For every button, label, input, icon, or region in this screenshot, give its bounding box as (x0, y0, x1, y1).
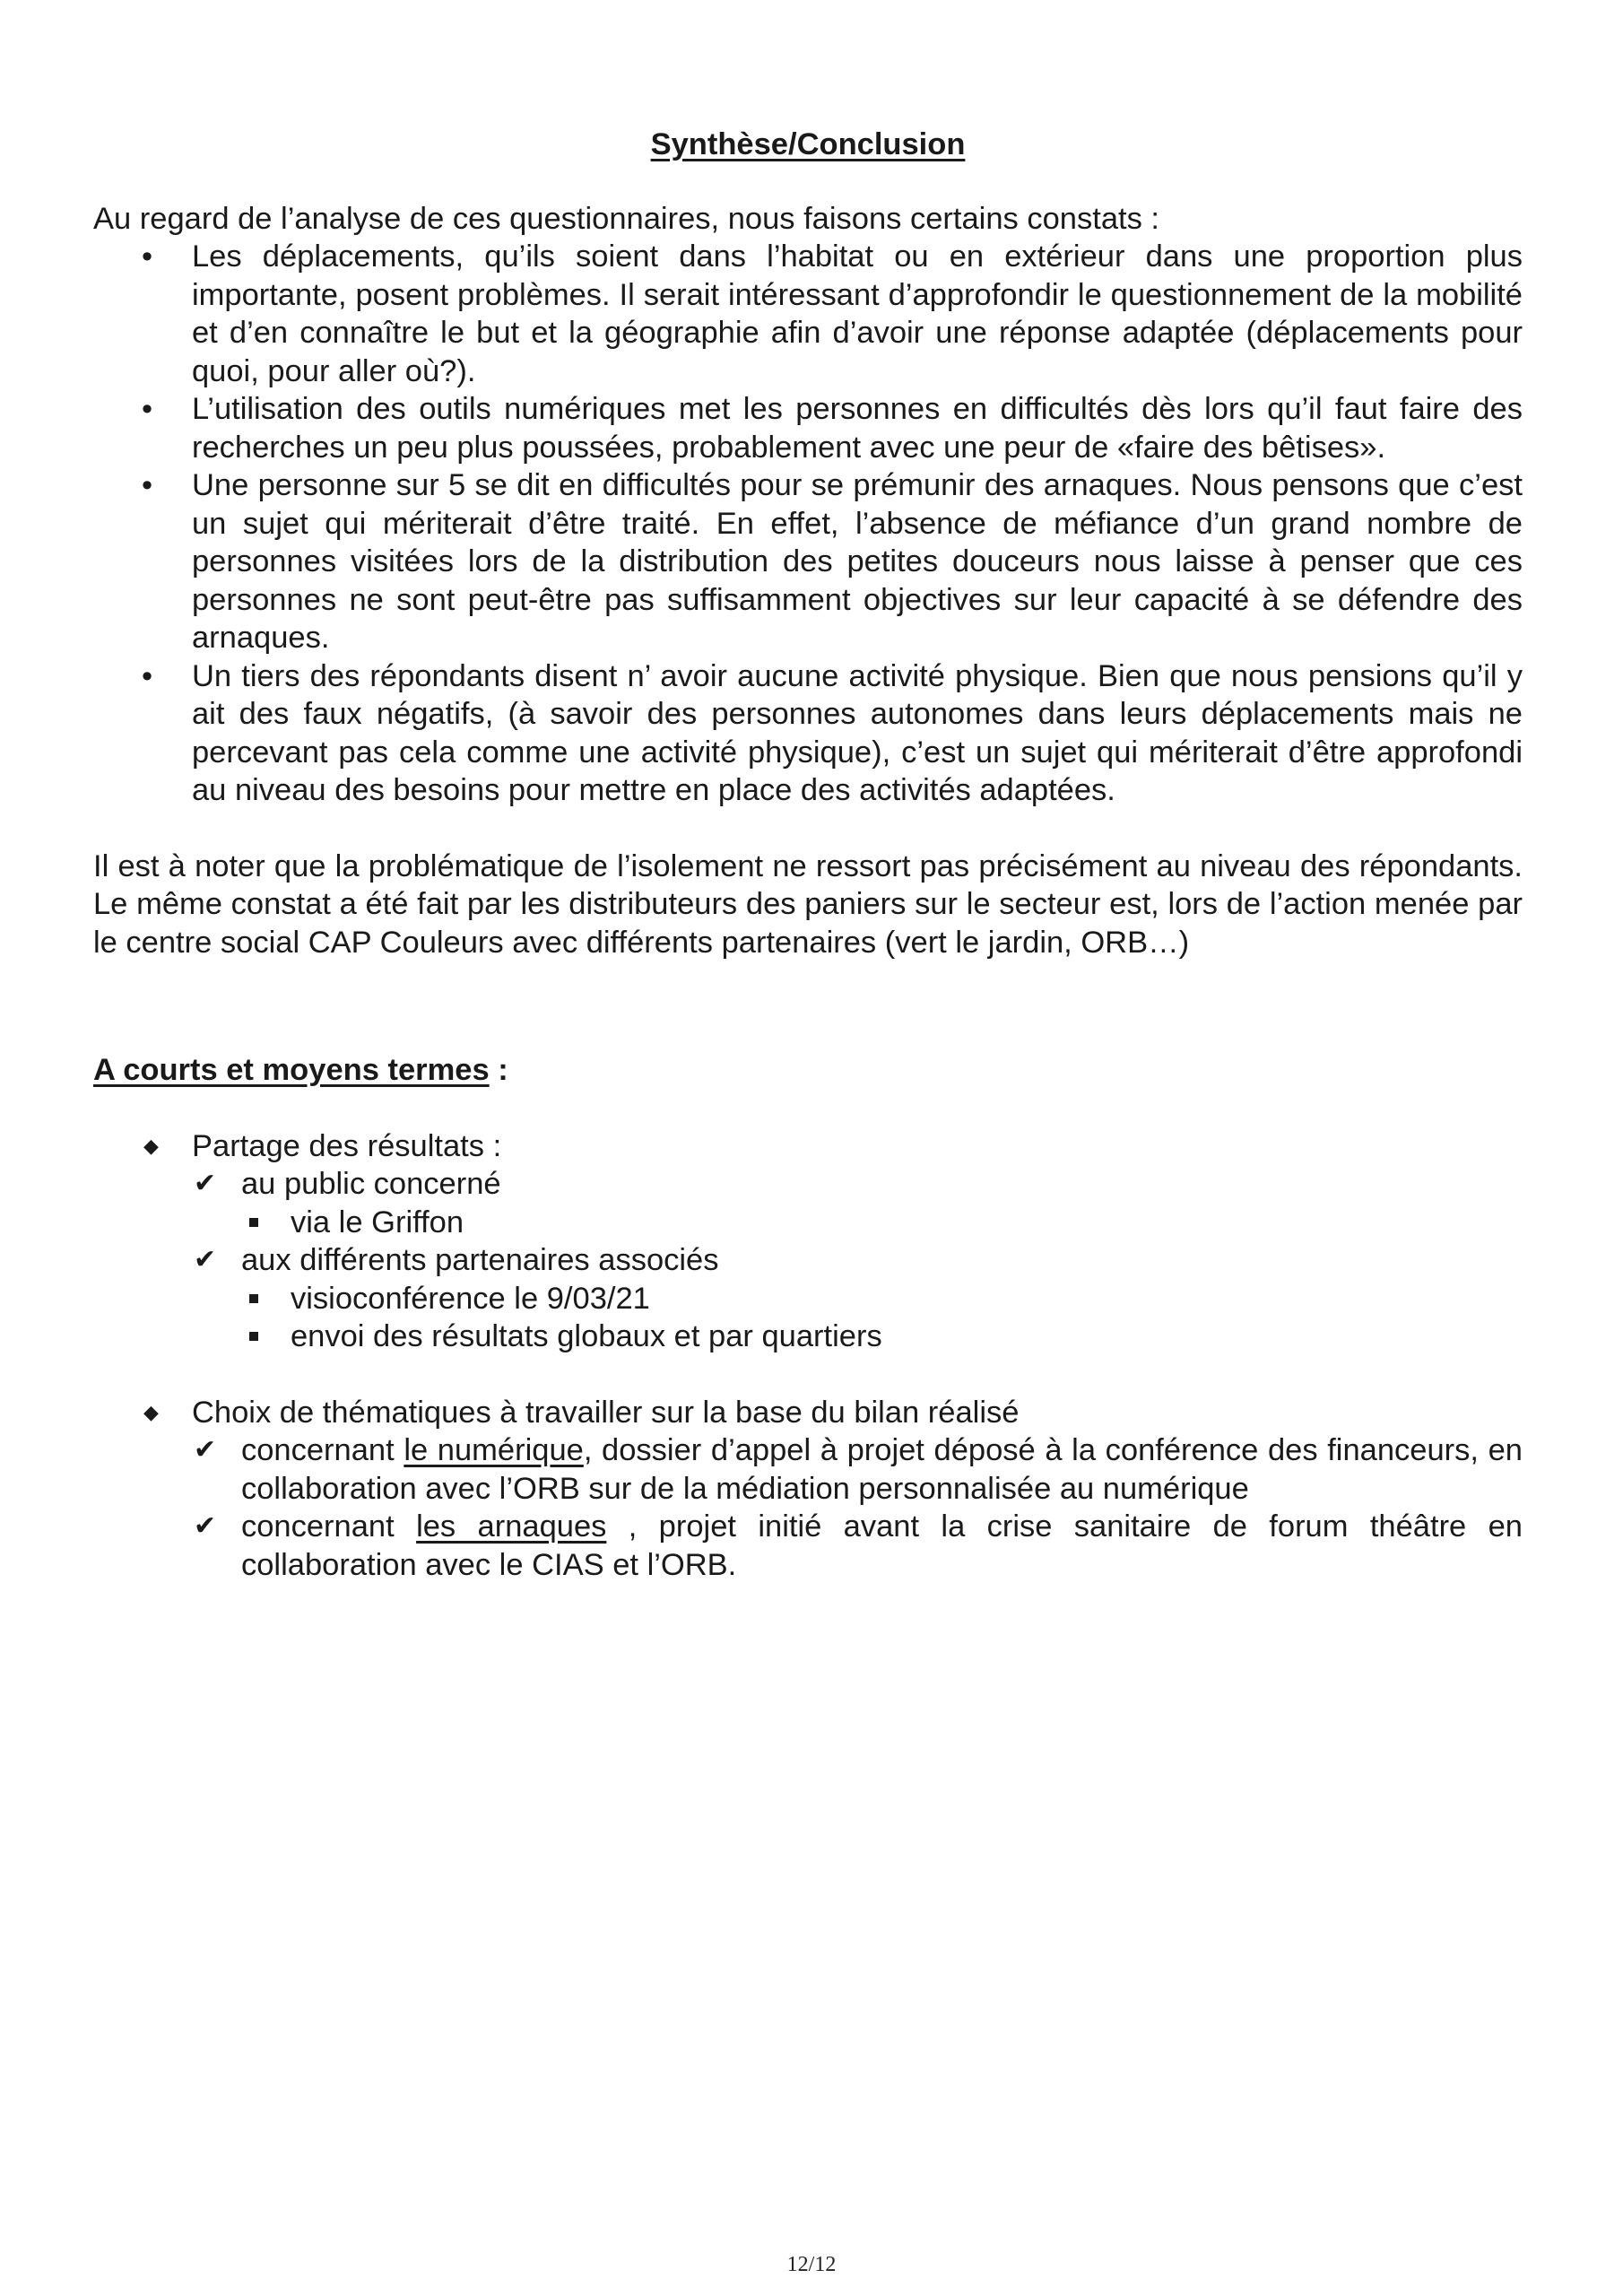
numerique-prefix: concernant (241, 1433, 404, 1467)
bullet-icon: • (142, 468, 153, 502)
list-item (142, 390, 1523, 466)
public-item (93, 1165, 1523, 1204)
constat-text: Les déplacements, qu’ils soient dans l’habitat ou en extérieur dans une proportion plus importante, posent problèmes. Il serait intéressant d’approfondir le questionnement de la mobilité et d’en connaître le but et la géographie afin d’avoir une réponse adaptée (déplacements pour quoi, pour aller où?). (192, 239, 1523, 388)
bullet-icon: • (142, 239, 153, 274)
partenaires-item (93, 1241, 1523, 1280)
diamond-bullet-icon: ◆ (143, 1400, 159, 1423)
square-bullet-icon (249, 1218, 258, 1227)
document-page (93, 126, 1523, 1584)
constat-text: L’utilisation des outils numériques met les personnes en difficultés dès lors qu’il faut faire des recherches un peu plus poussées, probablement avec une peur de «faire des bêtises». (192, 392, 1523, 465)
arnaques-prefix: concernant (241, 1509, 417, 1544)
constat-text: Une personne sur 5 se dit en difficultés pour se prémunir des arnaques. Nous pensons que c’est un sujet qui mériterait d’être traité. En effet, l’absence de méfiance d’un grand nombre de personnes visitées lors de la distribution des petites douceurs nous laisse à penser que ces personnes ne sont peut-être pas suffisamment objectives sur leur capacité à se défendre des arnaques. (192, 468, 1523, 655)
section-heading-suffix: : (489, 1053, 508, 1087)
public-via-text: via le Griffon (291, 1205, 464, 1239)
intro-paragraph: Au regard de l’analyse de ces questionnaires, nous faisons certains constats : (93, 201, 1160, 236)
square-bullet-icon (249, 1332, 258, 1341)
visio-item (93, 1280, 1523, 1318)
partage-label: Partage des résultats : (192, 1128, 502, 1163)
envoi-text: envoi des résultats globaux et par quartiers (291, 1319, 882, 1353)
list-item (142, 657, 1523, 810)
conclusion-paragraph: Il est à noter que la problématique de l’isolement ne ressort pas précisément au niveau des répondants. Le même constat a été fait par les distributeurs des paniers sur le secteur est, lors de l’action menée par le centre social CAP Couleurs avec différents partenaires (vert le jardin, ORB…) (93, 848, 1523, 960)
check-icon: ✔ (194, 1434, 217, 1465)
choix-block (93, 1394, 1523, 1585)
public-text: au public concerné (241, 1167, 501, 1201)
numerique-underlined: le numérique (404, 1433, 584, 1467)
list-item (142, 466, 1523, 657)
envoi-item (93, 1318, 1523, 1356)
square-bullet-icon (249, 1294, 258, 1303)
list-item (142, 238, 1523, 390)
constat-text: Un tiers des répondants disent n’ avoir aucune activité physique. Bien que nous pensions qu’il y ait des faux négatifs, (à savoir des personnes autonomes dans leurs déplacements mais ne percevant pas cela comme une activité physique), c’est un sujet qui mériterait d’être approfondi au niveau des besoins pour mettre en place des activités adaptées. (192, 658, 1523, 807)
partenaires-text: aux différents partenaires associés (241, 1243, 719, 1277)
choix-label: Choix de thématiques à travailler sur la base du bilan réalisé (192, 1395, 1020, 1430)
page-number: 12/12 (786, 2253, 837, 2276)
arnaques-rest: , projet initié avant la crise sanitaire de forum théâtre en collaboration avec le CIAS et l’ORB. (241, 1509, 1523, 1582)
check-icon: ✔ (194, 1510, 217, 1542)
constats-list (93, 238, 1523, 810)
section-heading (93, 1051, 1523, 1090)
arnaques-item (93, 1508, 1523, 1584)
bullet-icon: • (142, 392, 153, 426)
section-heading-text: A courts et moyens termes (93, 1053, 490, 1087)
visio-text: visioconférence le 9/03/21 (291, 1281, 650, 1316)
numerique-item (93, 1431, 1523, 1508)
check-icon: ✔ (194, 1244, 217, 1275)
arnaques-underlined: les arnaques (416, 1509, 607, 1544)
choix-item (93, 1394, 1523, 1432)
page-title: Synthèse/Conclusion (650, 127, 966, 161)
partage-block (93, 1127, 1523, 1356)
numerique-rest: , dossier d’appel à projet déposé à la conférence des financeurs, en collaboration avec l’ORB sur de la médiation personnalisée au numérique (241, 1433, 1523, 1506)
partage-item (93, 1127, 1523, 1166)
diamond-bullet-icon: ◆ (143, 1134, 159, 1157)
public-via-item (93, 1204, 1523, 1242)
bullet-icon: • (142, 658, 153, 693)
check-icon: ✔ (194, 1168, 217, 1199)
